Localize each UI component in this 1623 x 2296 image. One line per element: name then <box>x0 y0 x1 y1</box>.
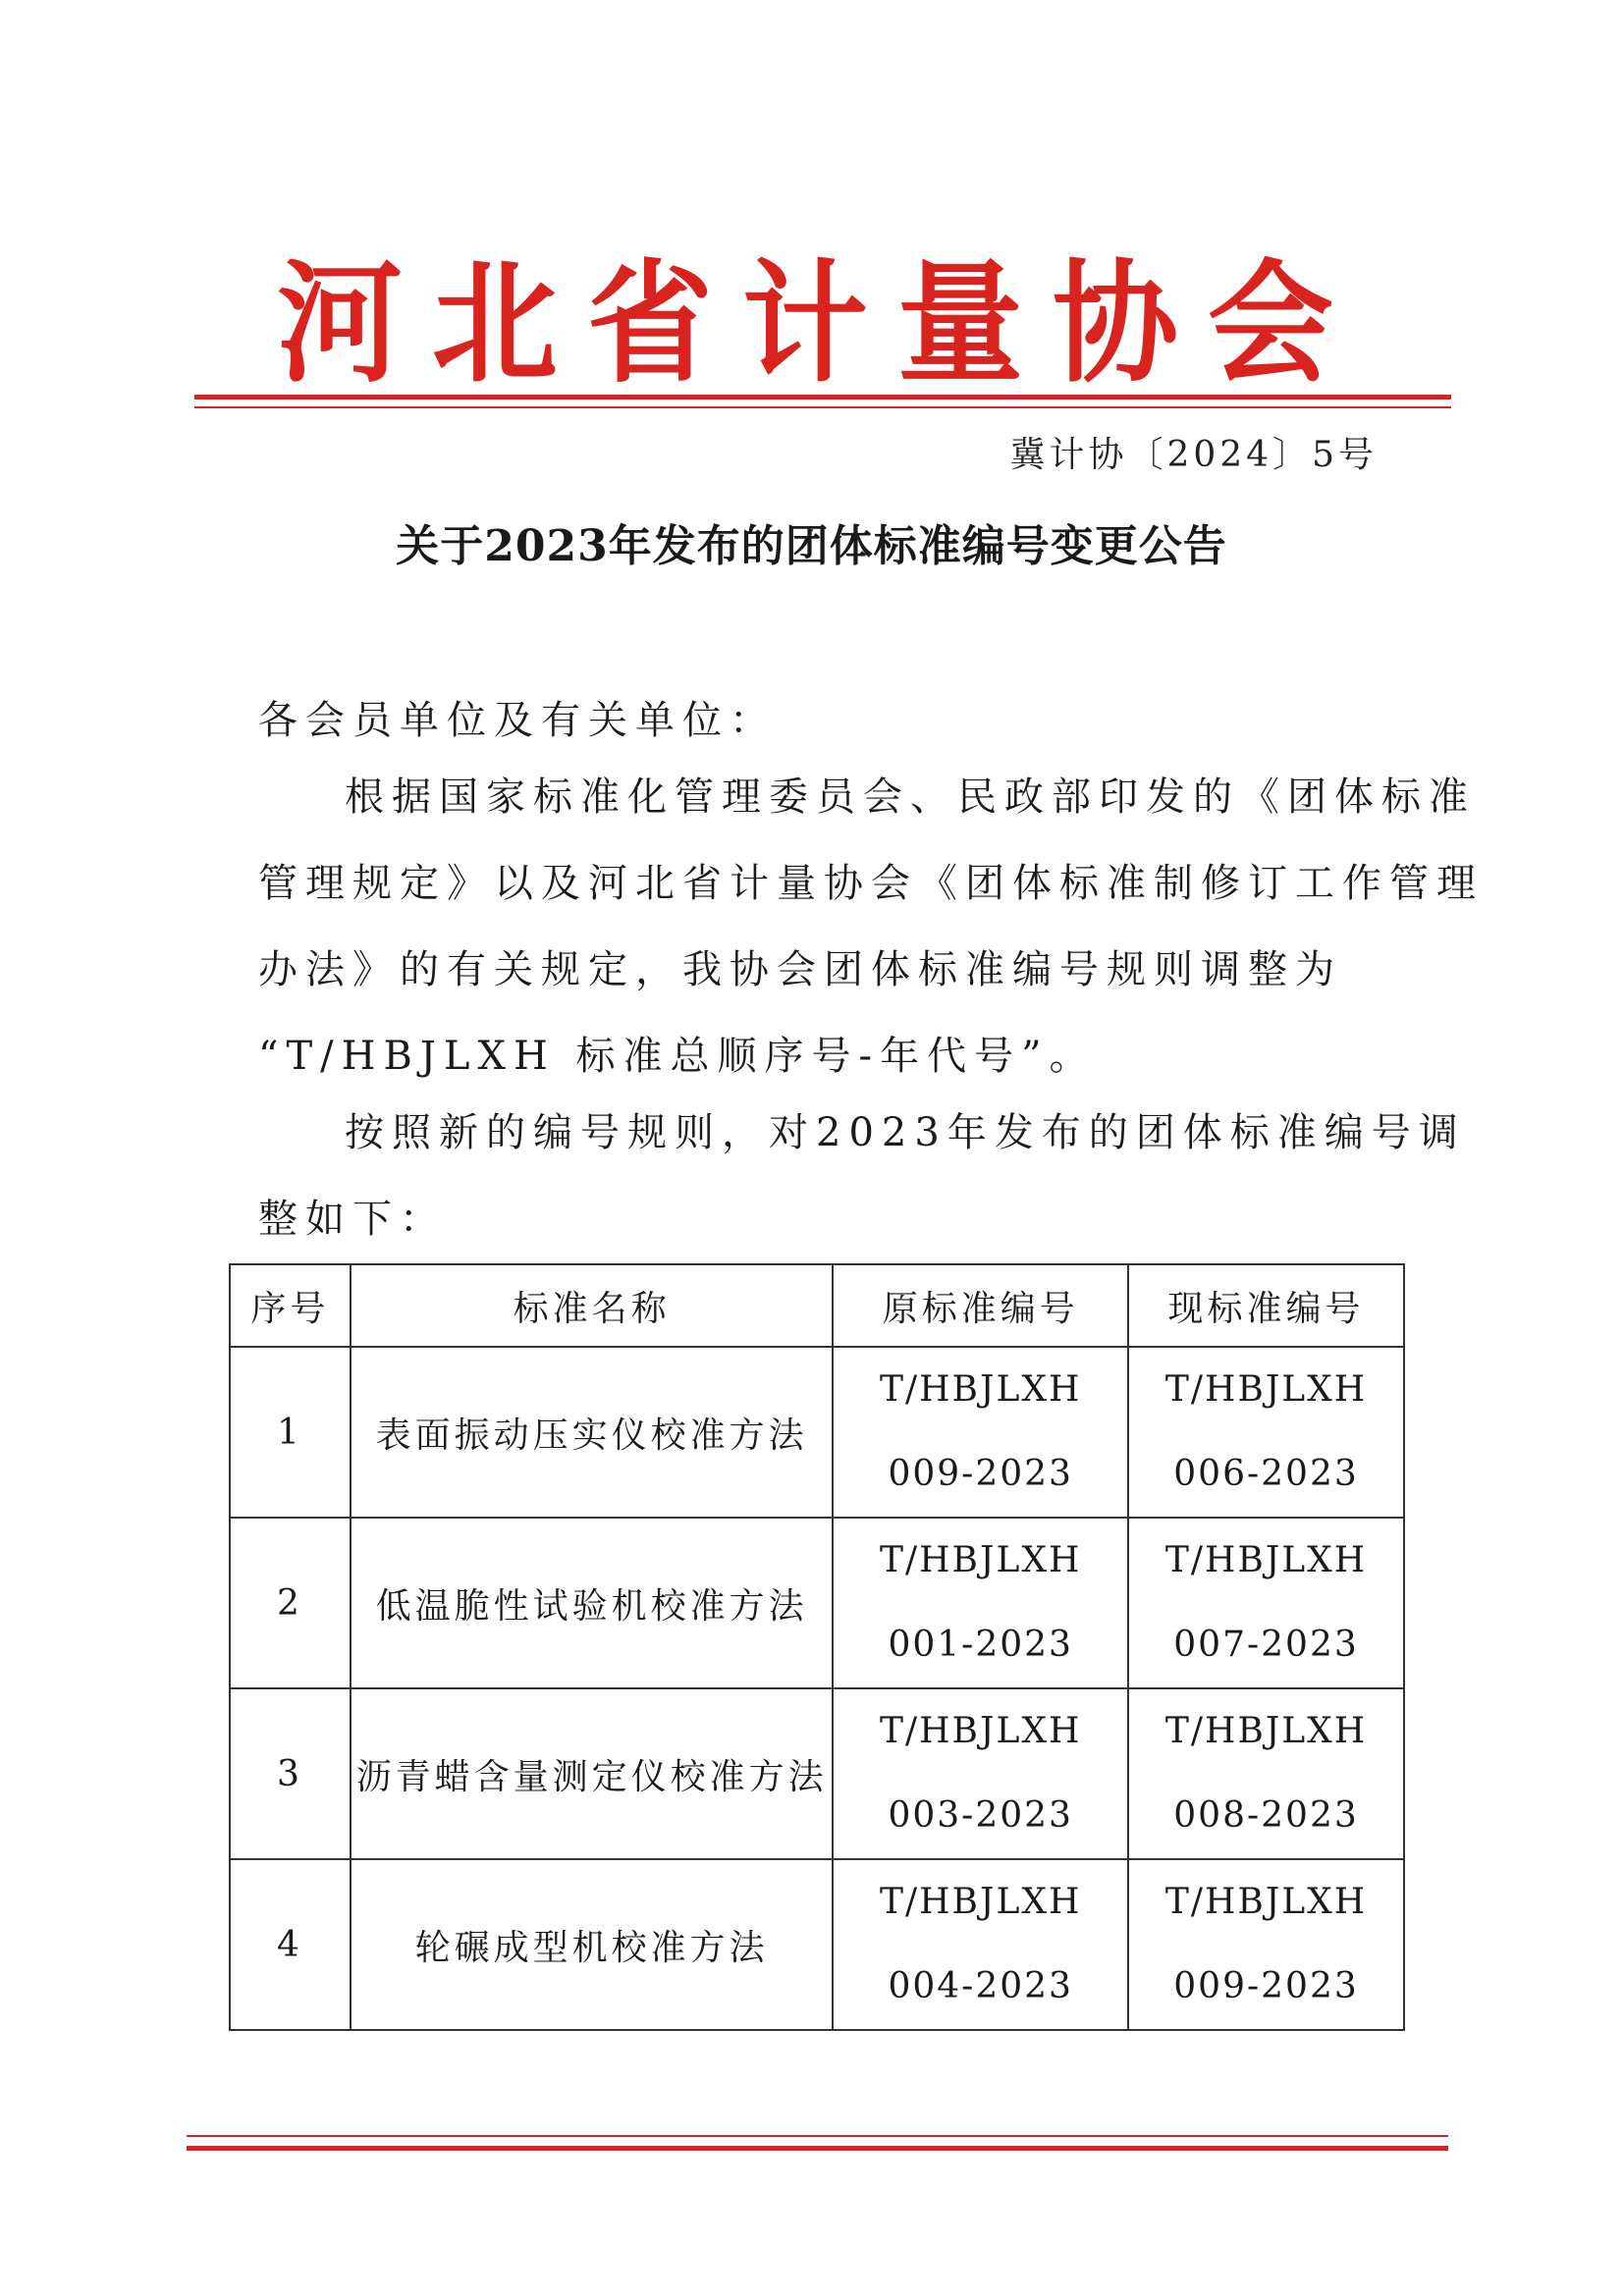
paragraph-line: “T/HBJLXH 标准总顺序号-年代号”。 <box>258 1034 1097 1079</box>
cell-original-number <box>833 1859 1128 2030</box>
number-code: 007-2023 <box>1173 1625 1359 1665</box>
cell-current-number <box>1128 1688 1404 1859</box>
number-code: 006-2023 <box>1173 1454 1359 1494</box>
paragraph-line: 管理规定》以及河北省计量协会《团体标准制修订工作管理 <box>258 861 1484 906</box>
header-serial: 序号 <box>230 1264 351 1347</box>
salutation: 各会员单位及有关单位： <box>258 698 777 743</box>
footer-red-rule-thick <box>187 2146 1448 2151</box>
header-standard-name: 标准名称 <box>351 1264 834 1347</box>
header-current-number: 现标准编号 <box>1128 1264 1404 1347</box>
number-prefix: T/HBJLXH <box>1164 1882 1368 1922</box>
number-prefix: T/HBJLXH <box>880 1882 1082 1922</box>
document-title: 关于2023年发布的团体标准编号变更公告 <box>396 521 1227 571</box>
cell-original-number <box>833 1518 1128 1688</box>
cell-original-number <box>833 1347 1128 1518</box>
paragraph-line: 办法》的有关规定，我协会团体标准编号规则调整为 <box>258 947 1342 992</box>
paragraph-line: 整如下： <box>258 1197 447 1242</box>
document-number: 冀计协〔2024〕5号 <box>1009 435 1378 475</box>
number-code: 008-2023 <box>1173 1795 1359 1836</box>
table-header-row <box>230 1264 1404 1347</box>
paragraph-adjustment <box>258 1090 1466 1262</box>
number-code: 009-2023 <box>888 1454 1073 1494</box>
number-prefix: T/HBJLXH <box>880 1540 1082 1580</box>
cell-serial: 2 <box>230 1518 351 1688</box>
cell-current-number <box>1128 1347 1404 1518</box>
letterhead-organization-name: 河北省计量协会 <box>276 246 1363 401</box>
number-code: 009-2023 <box>1173 1966 1359 2006</box>
cell-standard-name: 沥青蜡含量测定仪校准方法 <box>351 1688 834 1859</box>
paragraph-line: 根据国家标准化管理委员会、民政部印发的《团体标准 <box>345 774 1476 820</box>
cell-standard-name: 低温脆性试验机校准方法 <box>351 1518 834 1688</box>
table-row <box>230 1859 1404 2030</box>
cell-standard-name: 轮碾成型机校准方法 <box>351 1859 834 2030</box>
cell-serial: 4 <box>230 1859 351 2030</box>
number-prefix: T/HBJLXH <box>880 1369 1082 1410</box>
cell-standard-name: 表面振动压实仪校准方法 <box>351 1347 834 1518</box>
table-row <box>230 1688 1404 1859</box>
table-row <box>230 1347 1404 1518</box>
cell-original-number <box>833 1688 1128 1859</box>
paragraph-line: 按照新的编号规则，对2023年发布的团体标准编号调 <box>345 1110 1466 1155</box>
letterhead-red-rule-thick <box>194 395 1451 400</box>
footer-red-rule-thin <box>187 2135 1448 2137</box>
number-prefix: T/HBJLXH <box>1164 1711 1368 1751</box>
number-code: 001-2023 <box>888 1625 1073 1665</box>
cell-serial: 3 <box>230 1688 351 1859</box>
number-prefix: T/HBJLXH <box>1164 1540 1368 1580</box>
letterhead-red-rule-thin <box>194 406 1451 408</box>
table-row <box>230 1518 1404 1688</box>
cell-current-number <box>1128 1518 1404 1688</box>
paragraph-rule-change <box>258 754 1484 1099</box>
number-prefix: T/HBJLXH <box>880 1711 1082 1751</box>
header-original-number: 原标准编号 <box>833 1264 1128 1347</box>
cell-serial: 1 <box>230 1347 351 1518</box>
number-code: 003-2023 <box>888 1795 1073 1836</box>
cell-current-number <box>1128 1859 1404 2030</box>
number-code: 004-2023 <box>888 1966 1073 2006</box>
standard-number-table <box>229 1263 1405 2031</box>
number-prefix: T/HBJLXH <box>1164 1369 1368 1410</box>
